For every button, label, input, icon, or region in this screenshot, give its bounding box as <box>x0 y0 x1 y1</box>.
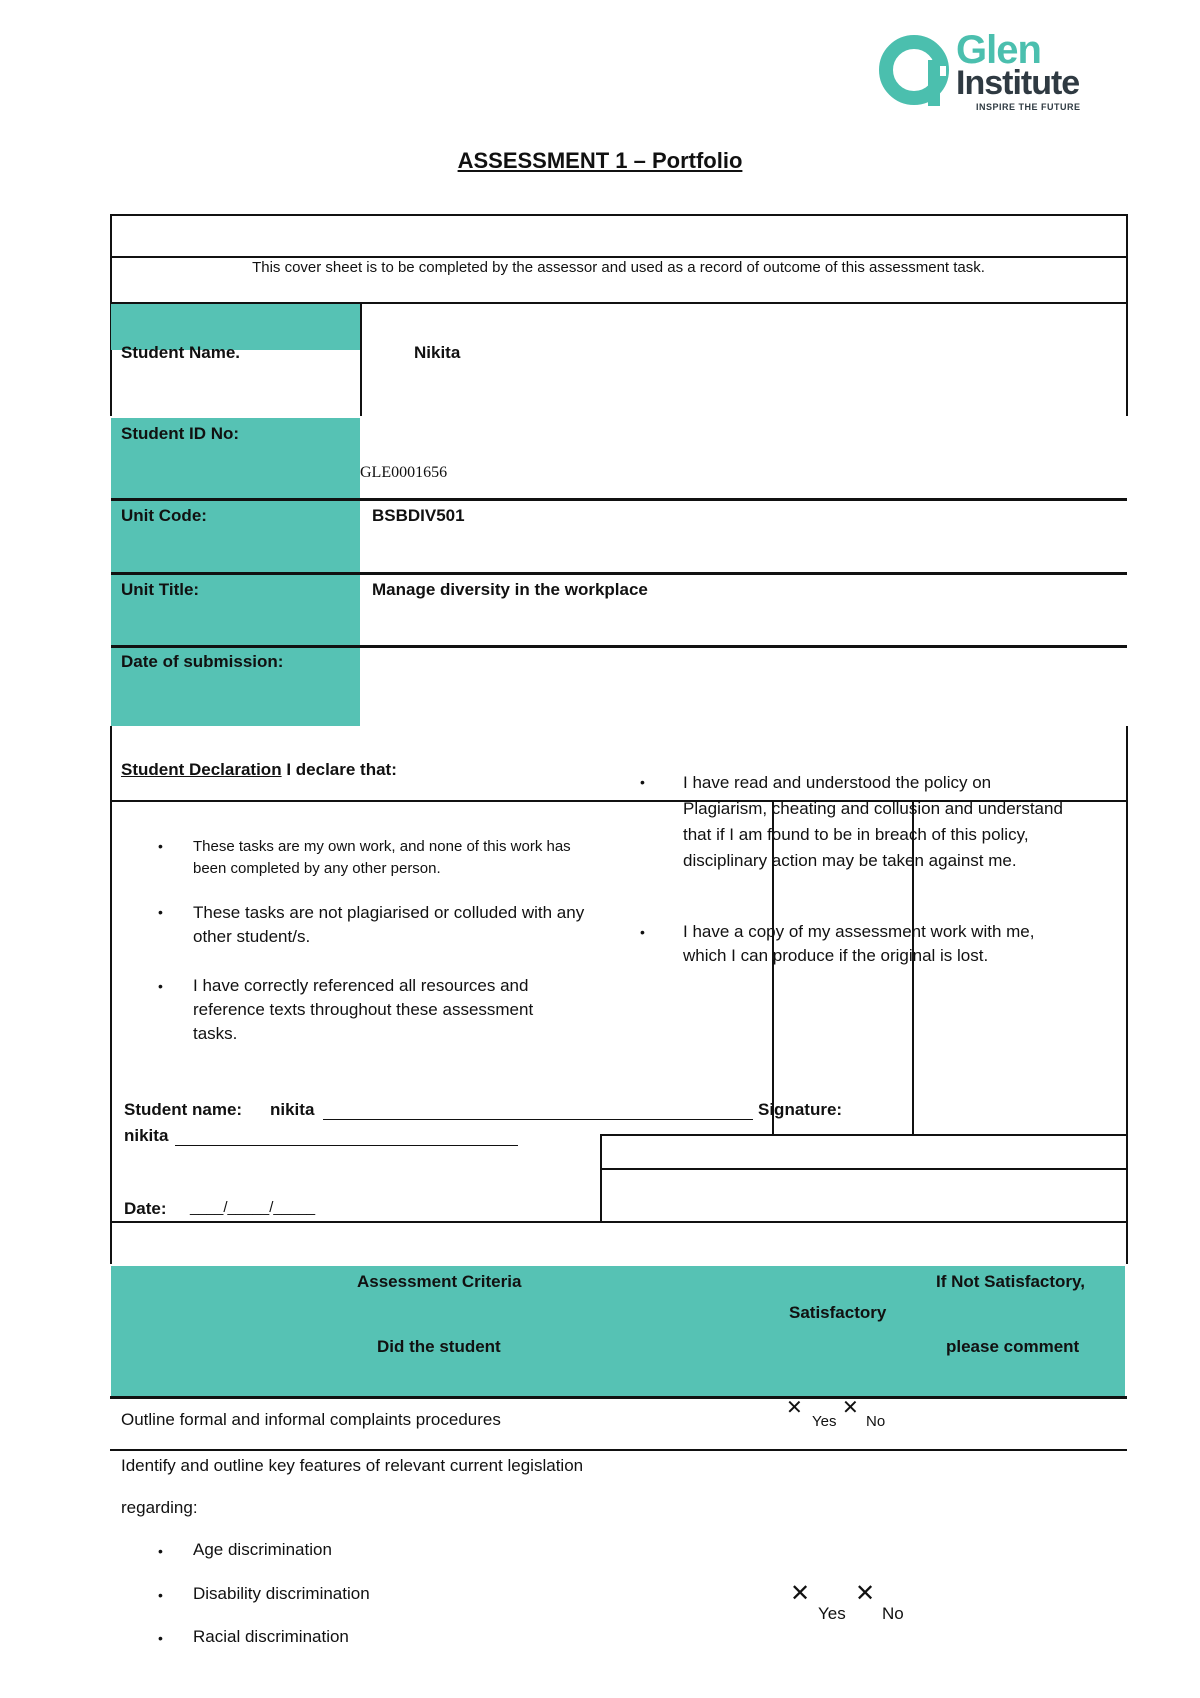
declaration-heading <box>121 760 397 780</box>
declaration-student-name-label: Student name: <box>124 1100 243 1119</box>
criteria-row-text-cont: regarding: <box>121 1498 198 1517</box>
student-id-label: Student ID No: <box>121 424 240 443</box>
table-border <box>110 726 112 1264</box>
row-divider <box>111 498 1127 501</box>
declaration-left-item: These tasks are my own work, and none of this work has been completed by any other person. <box>193 838 571 877</box>
table-border <box>110 214 1127 216</box>
bullet-icon: • <box>158 838 163 854</box>
criteria-row-text: Identify and outline key features of relevant current legislation <box>121 1456 584 1475</box>
logo-mark-icon <box>876 30 956 110</box>
yes-label: Yes <box>818 1604 846 1623</box>
checkbox-x-icon[interactable]: ✕ <box>855 1580 876 1607</box>
declaration-student-name-value-2[interactable]: nikita <box>124 1126 169 1145</box>
bullet-icon: • <box>158 1543 163 1559</box>
criteria-bullet: Disability discrimination <box>193 1584 370 1603</box>
unit-title-value[interactable]: Manage diversity in the workplace <box>372 580 648 599</box>
table-border <box>110 1221 1127 1223</box>
unit-code-label: Unit Code: <box>121 506 207 525</box>
criteria-bullet: Age discrimination <box>193 1540 332 1559</box>
table-border <box>110 256 1127 258</box>
criteria-header-col1-sub: Did the student <box>377 1337 501 1356</box>
student-id-value[interactable]: GLE0001656 <box>360 464 448 481</box>
bullet-icon: • <box>640 924 645 940</box>
criteria-header-col3-sub: please comment <box>946 1337 1080 1356</box>
checkbox-x-icon[interactable]: ✕ <box>790 1580 811 1607</box>
bullet-icon: • <box>158 978 163 994</box>
checkbox-x-icon[interactable]: ✕ <box>786 1397 803 1419</box>
table-border <box>1126 214 1128 416</box>
cover-note: This cover sheet is to be completed by the assessor and used as a record of outcome of this assessment task. <box>252 259 985 276</box>
logo-name-top: Glen <box>956 28 1041 72</box>
signature-label: Signature: <box>758 1100 843 1119</box>
criteria-header-col1: Assessment Criteria <box>357 1272 522 1291</box>
declaration-student-name-value[interactable]: nikita <box>270 1100 315 1119</box>
table-border <box>600 1134 602 1222</box>
date-of-submission-label: Date of submission: <box>121 652 284 671</box>
bullet-icon: • <box>158 1587 163 1603</box>
bullet-icon: • <box>640 774 645 790</box>
declaration-date-blank[interactable]: ____/_____/_____ <box>190 1199 316 1216</box>
declaration-date-label: Date: <box>124 1199 167 1218</box>
unit-title-label: Unit Title: <box>121 580 200 599</box>
criteria-bullet: Racial discrimination <box>193 1627 349 1646</box>
row-divider <box>111 645 1127 648</box>
page-title: ASSESSMENT 1 – Portfolio <box>457 148 743 173</box>
table-border <box>600 1134 1127 1136</box>
table-border <box>360 302 362 416</box>
criteria-row-text: Outline formal and informal complaints procedures <box>121 1410 501 1429</box>
row-divider <box>110 1396 1127 1399</box>
declaration-heading-suffix: I declare that: <box>286 760 397 779</box>
table-border <box>1126 726 1128 1264</box>
no-label: No <box>866 1413 886 1430</box>
declaration-left-item: I have correctly referenced all resources and reference texts throughout these assessment tasks. <box>193 976 534 1043</box>
yes-label: Yes <box>812 1413 837 1430</box>
checkbox-x-icon[interactable]: ✕ <box>842 1397 859 1419</box>
criteria-header-col2: Satisfactory <box>789 1303 887 1322</box>
logo-tagline: INSPIRE THE FUTURE <box>976 102 1081 112</box>
declaration-right-item: I have a copy of my assessment work with me, which I can produce if the original is lost. <box>683 922 1035 965</box>
name-underline <box>175 1145 518 1146</box>
row-divider <box>111 572 1127 575</box>
unit-code-value[interactable]: BSBDIV501 <box>372 506 465 525</box>
student-name-label: Student Name. <box>121 343 241 362</box>
no-label: No <box>882 1604 904 1623</box>
logo-name-bottom: Institute <box>956 64 1080 102</box>
table-border <box>600 1168 1127 1170</box>
declaration-right-item: I have read and understood the policy on Plagiarism, cheating and collusion and understand that if I am found to be in breach of this policy, disciplinary action may be taken against me. <box>683 773 1063 870</box>
criteria-header-col3: If Not Satisfactory, <box>936 1272 1085 1291</box>
bullet-icon: • <box>158 904 163 920</box>
declaration-left-item: These tasks are not plagiarised or colluded with any other student/s. <box>193 903 585 946</box>
student-name-value[interactable]: Nikita <box>414 343 461 362</box>
bullet-icon: • <box>158 1630 163 1646</box>
declaration-heading-title: Student Declaration <box>121 760 282 779</box>
signature-underline <box>323 1119 753 1120</box>
row-divider <box>110 1449 1127 1451</box>
